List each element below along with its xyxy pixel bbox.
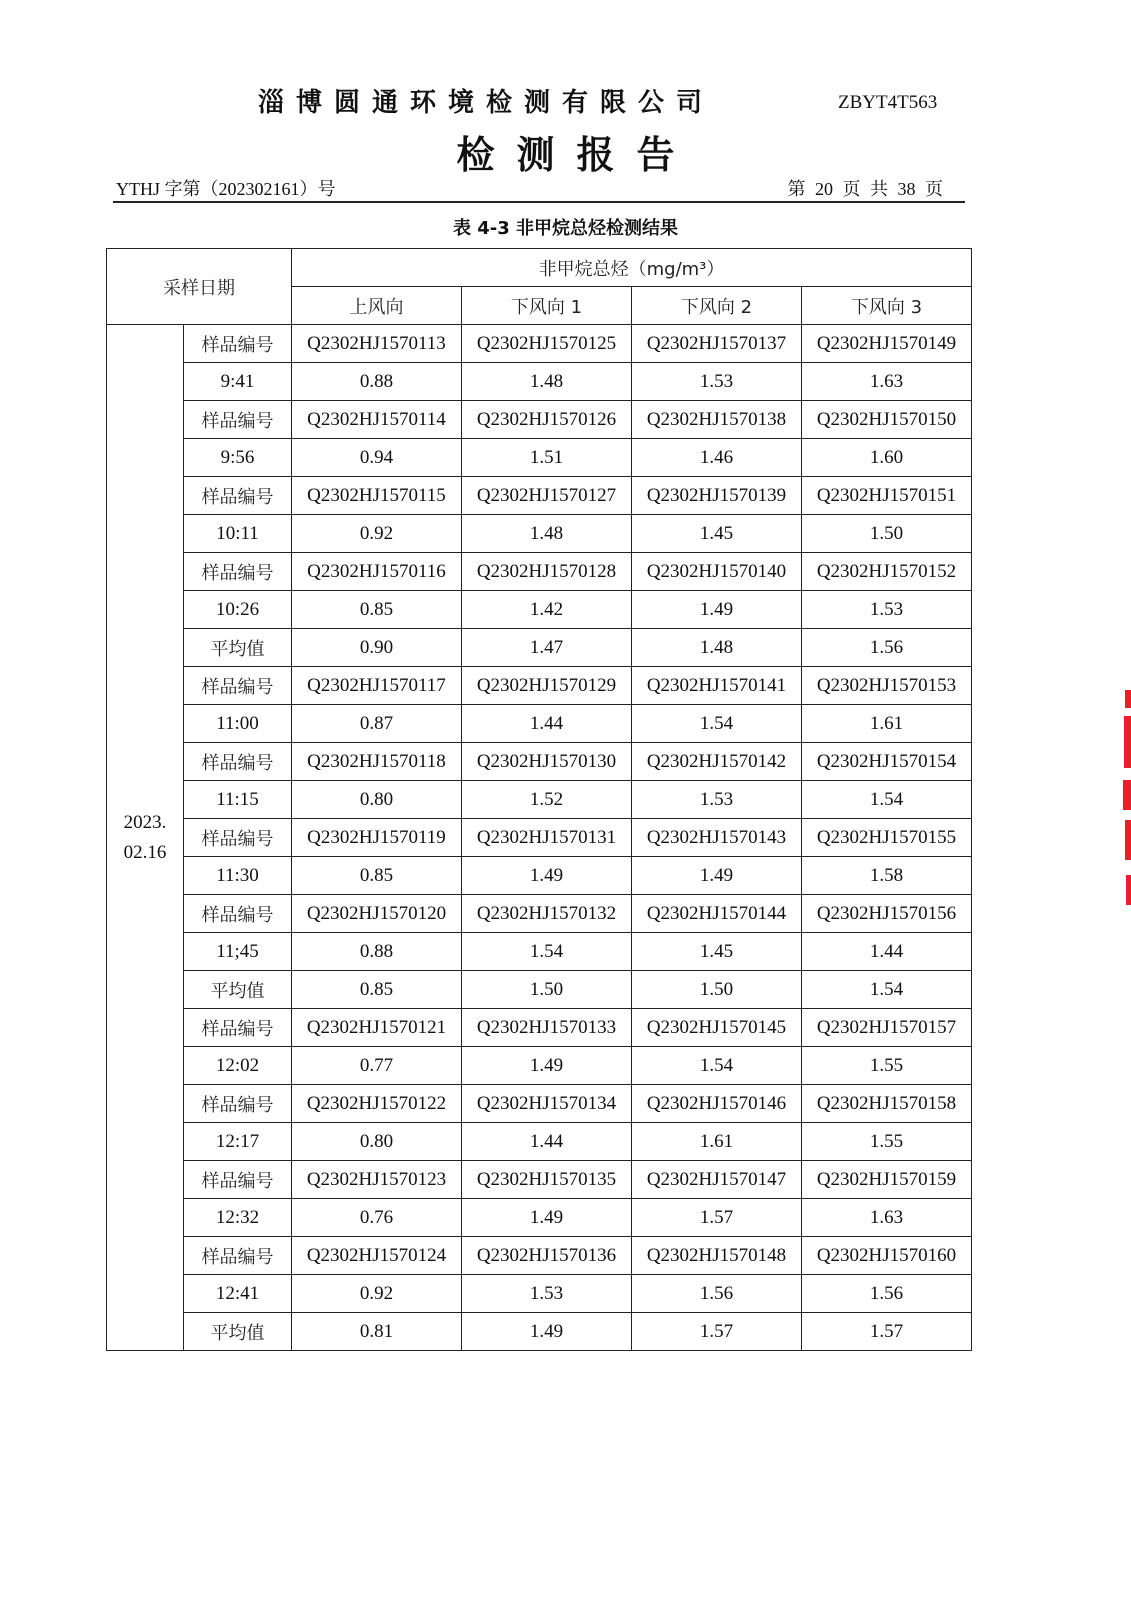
table-cell: Q2302HJ1570155 bbox=[802, 819, 972, 857]
table-row bbox=[107, 1123, 972, 1161]
table-row bbox=[107, 781, 972, 819]
table-cell: 0.77 bbox=[292, 1047, 462, 1085]
table-row bbox=[107, 629, 972, 667]
table-cell: 0.92 bbox=[292, 1275, 462, 1313]
row-label: 样品编号 bbox=[184, 401, 292, 439]
table-cell: 1.61 bbox=[802, 705, 972, 743]
table-cell: 0.80 bbox=[292, 1123, 462, 1161]
row-label: 样品编号 bbox=[184, 477, 292, 515]
row-label: 平均值 bbox=[184, 1313, 292, 1351]
row-label: 样品编号 bbox=[184, 1237, 292, 1275]
table-cell: 1.54 bbox=[802, 781, 972, 819]
table-cell: Q2302HJ1570139 bbox=[632, 477, 802, 515]
table-cell: 1.56 bbox=[632, 1275, 802, 1313]
table-cell: 0.85 bbox=[292, 857, 462, 895]
table-cell: 1.56 bbox=[802, 1275, 972, 1313]
row-label: 样品编号 bbox=[184, 1085, 292, 1123]
table-row bbox=[107, 1237, 972, 1275]
table-cell: 0.88 bbox=[292, 933, 462, 971]
table-cell: Q2302HJ1570160 bbox=[802, 1237, 972, 1275]
row-label: 11:00 bbox=[184, 705, 292, 743]
col-header-downwind-1: 下风向 1 bbox=[462, 287, 632, 325]
row-label: 样品编号 bbox=[184, 1009, 292, 1047]
table-cell: 1.46 bbox=[632, 439, 802, 477]
table-cell: 1.49 bbox=[462, 1047, 632, 1085]
table-cell: 0.76 bbox=[292, 1199, 462, 1237]
table-row bbox=[107, 1275, 972, 1313]
table-cell: 1.50 bbox=[632, 971, 802, 1009]
table-cell: 1.48 bbox=[632, 629, 802, 667]
table-cell: 1.45 bbox=[632, 515, 802, 553]
row-label: 样品编号 bbox=[184, 819, 292, 857]
col-header-date: 采样日期 bbox=[107, 249, 292, 325]
table-cell: 0.85 bbox=[292, 591, 462, 629]
row-label: 样品编号 bbox=[184, 553, 292, 591]
table-row bbox=[107, 1161, 972, 1199]
table-cell: Q2302HJ1570150 bbox=[802, 401, 972, 439]
col-header-group: 非甲烷总烃（mg/m³） bbox=[292, 249, 972, 287]
table-cell: Q2302HJ1570121 bbox=[292, 1009, 462, 1047]
table-cell: Q2302HJ1570133 bbox=[462, 1009, 632, 1047]
table-cell: Q2302HJ1570138 bbox=[632, 401, 802, 439]
table-cell: 1.54 bbox=[632, 705, 802, 743]
table-cell: 1.47 bbox=[462, 629, 632, 667]
table-cell: 1.45 bbox=[632, 933, 802, 971]
table-cell: Q2302HJ1570128 bbox=[462, 553, 632, 591]
table-cell: Q2302HJ1570124 bbox=[292, 1237, 462, 1275]
row-label: 样品编号 bbox=[184, 1161, 292, 1199]
table-cell: Q2302HJ1570158 bbox=[802, 1085, 972, 1123]
seal-stamp-fragment bbox=[1121, 690, 1131, 910]
table-row bbox=[107, 1047, 972, 1085]
table-cell: Q2302HJ1570143 bbox=[632, 819, 802, 857]
page-number: 第 20 页 共 38 页 bbox=[787, 179, 943, 199]
table-row bbox=[107, 895, 972, 933]
table-cell: 0.90 bbox=[292, 629, 462, 667]
table-row bbox=[107, 1199, 972, 1237]
table-row bbox=[107, 743, 972, 781]
table-cell: Q2302HJ1570148 bbox=[632, 1237, 802, 1275]
row-label: 12:17 bbox=[184, 1123, 292, 1161]
table-cell: 1.49 bbox=[632, 591, 802, 629]
table-cell: Q2302HJ1570119 bbox=[292, 819, 462, 857]
col-header-downwind-2: 下风向 2 bbox=[632, 287, 802, 325]
table-cell: Q2302HJ1570115 bbox=[292, 477, 462, 515]
table-cell: Q2302HJ1570156 bbox=[802, 895, 972, 933]
report-title: 检测报告 bbox=[456, 133, 697, 177]
row-label: 9:56 bbox=[184, 439, 292, 477]
table-cell: 1.51 bbox=[462, 439, 632, 477]
table-cell: Q2302HJ1570141 bbox=[632, 667, 802, 705]
table-cell: 1.54 bbox=[462, 933, 632, 971]
table-cell: Q2302HJ1570123 bbox=[292, 1161, 462, 1199]
table-cell: Q2302HJ1570117 bbox=[292, 667, 462, 705]
table-cell: Q2302HJ1570125 bbox=[462, 325, 632, 363]
table-cell: 1.49 bbox=[462, 1313, 632, 1351]
table-cell: 1.60 bbox=[802, 439, 972, 477]
table-cell: 1.48 bbox=[462, 515, 632, 553]
row-label: 12:32 bbox=[184, 1199, 292, 1237]
table-cell: Q2302HJ1570127 bbox=[462, 477, 632, 515]
table-row bbox=[107, 553, 972, 591]
table-cell: 1.44 bbox=[462, 705, 632, 743]
table-row bbox=[107, 325, 972, 363]
row-label: 11:30 bbox=[184, 857, 292, 895]
table-cell: 1.61 bbox=[632, 1123, 802, 1161]
row-label: 11;45 bbox=[184, 933, 292, 971]
table-cell: Q2302HJ1570159 bbox=[802, 1161, 972, 1199]
table-cell: 1.49 bbox=[632, 857, 802, 895]
col-header-upwind: 上风向 bbox=[292, 287, 462, 325]
table-row bbox=[107, 857, 972, 895]
table-row bbox=[107, 363, 972, 401]
row-label: 9:41 bbox=[184, 363, 292, 401]
table-cell: Q2302HJ1570134 bbox=[462, 1085, 632, 1123]
sampling-date-cell: 2023. 02.16 bbox=[107, 325, 184, 1351]
table-row bbox=[107, 933, 972, 971]
row-label: 样品编号 bbox=[184, 895, 292, 933]
table-row bbox=[107, 819, 972, 857]
table-cell: Q2302HJ1570142 bbox=[632, 743, 802, 781]
table-caption: 表 4-3 非甲烷总烃检测结果 bbox=[452, 218, 679, 239]
row-label: 10:26 bbox=[184, 591, 292, 629]
table-cell: Q2302HJ1570137 bbox=[632, 325, 802, 363]
table-cell: 1.57 bbox=[802, 1313, 972, 1351]
table-cell: Q2302HJ1570122 bbox=[292, 1085, 462, 1123]
table-header-row bbox=[107, 249, 972, 287]
row-label: 样品编号 bbox=[184, 743, 292, 781]
table-cell: 0.87 bbox=[292, 705, 462, 743]
table-cell: 1.53 bbox=[462, 1275, 632, 1313]
table-cell: 1.53 bbox=[632, 363, 802, 401]
table-cell: 1.63 bbox=[802, 1199, 972, 1237]
table-cell: 1.53 bbox=[802, 591, 972, 629]
table-cell: 0.94 bbox=[292, 439, 462, 477]
table-row bbox=[107, 439, 972, 477]
table-cell: Q2302HJ1570147 bbox=[632, 1161, 802, 1199]
row-label: 11:15 bbox=[184, 781, 292, 819]
table-cell: Q2302HJ1570157 bbox=[802, 1009, 972, 1047]
table-row bbox=[107, 515, 972, 553]
table-row bbox=[107, 1085, 972, 1123]
table-cell: 1.53 bbox=[632, 781, 802, 819]
table-cell: Q2302HJ1570113 bbox=[292, 325, 462, 363]
col-header-downwind-3: 下风向 3 bbox=[802, 287, 972, 325]
table-cell: 1.42 bbox=[462, 591, 632, 629]
table-cell: 0.92 bbox=[292, 515, 462, 553]
table-row bbox=[107, 1313, 972, 1351]
table-cell: Q2302HJ1570146 bbox=[632, 1085, 802, 1123]
table-cell: Q2302HJ1570154 bbox=[802, 743, 972, 781]
table-row bbox=[107, 971, 972, 1009]
table-cell: 0.85 bbox=[292, 971, 462, 1009]
company-name: 淄博圆通环境检测有限公司 bbox=[258, 88, 715, 118]
row-label: 12:41 bbox=[184, 1275, 292, 1313]
table-cell: Q2302HJ1570132 bbox=[462, 895, 632, 933]
row-label: 样品编号 bbox=[184, 667, 292, 705]
row-label: 样品编号 bbox=[184, 325, 292, 363]
table-cell: 1.57 bbox=[632, 1313, 802, 1351]
table-cell: Q2302HJ1570140 bbox=[632, 553, 802, 591]
table-cell: 1.50 bbox=[802, 515, 972, 553]
table-cell: 1.50 bbox=[462, 971, 632, 1009]
table-cell: Q2302HJ1570130 bbox=[462, 743, 632, 781]
table-cell: Q2302HJ1570136 bbox=[462, 1237, 632, 1275]
table-cell: 1.44 bbox=[462, 1123, 632, 1161]
table-cell: 1.52 bbox=[462, 781, 632, 819]
table-cell: Q2302HJ1570153 bbox=[802, 667, 972, 705]
table-cell: 1.49 bbox=[462, 857, 632, 895]
table-cell: 0.80 bbox=[292, 781, 462, 819]
table-row bbox=[107, 591, 972, 629]
table-cell: 1.48 bbox=[462, 363, 632, 401]
row-label: 平均值 bbox=[184, 629, 292, 667]
table-cell: 1.54 bbox=[632, 1047, 802, 1085]
table-cell: 1.54 bbox=[802, 971, 972, 1009]
report-code: ZBYT4T563 bbox=[838, 92, 938, 113]
table-cell: Q2302HJ1570118 bbox=[292, 743, 462, 781]
table-cell: 1.63 bbox=[802, 363, 972, 401]
row-label: 10:11 bbox=[184, 515, 292, 553]
table-cell: 1.55 bbox=[802, 1123, 972, 1161]
table-cell: Q2302HJ1570135 bbox=[462, 1161, 632, 1199]
table-row bbox=[107, 667, 972, 705]
table-cell: Q2302HJ1570131 bbox=[462, 819, 632, 857]
row-label: 12:02 bbox=[184, 1047, 292, 1085]
table-cell: Q2302HJ1570144 bbox=[632, 895, 802, 933]
table-cell: Q2302HJ1570126 bbox=[462, 401, 632, 439]
table-cell: Q2302HJ1570120 bbox=[292, 895, 462, 933]
table-row bbox=[107, 401, 972, 439]
table-cell: 1.49 bbox=[462, 1199, 632, 1237]
table-row bbox=[107, 1009, 972, 1047]
document-number: YTHJ 字第（202302161）号 bbox=[116, 179, 336, 199]
table-cell: 1.55 bbox=[802, 1047, 972, 1085]
table-cell: Q2302HJ1570114 bbox=[292, 401, 462, 439]
table-cell: 1.57 bbox=[632, 1199, 802, 1237]
table-cell: 0.81 bbox=[292, 1313, 462, 1351]
table-cell: Q2302HJ1570145 bbox=[632, 1009, 802, 1047]
table-cell: 1.58 bbox=[802, 857, 972, 895]
table-cell: Q2302HJ1570149 bbox=[802, 325, 972, 363]
table-cell: 1.44 bbox=[802, 933, 972, 971]
row-label: 平均值 bbox=[184, 971, 292, 1009]
header-divider bbox=[113, 201, 965, 203]
table-cell: Q2302HJ1570116 bbox=[292, 553, 462, 591]
table-cell: Q2302HJ1570129 bbox=[462, 667, 632, 705]
table-cell: 0.88 bbox=[292, 363, 462, 401]
results-table bbox=[106, 248, 972, 1351]
table-row bbox=[107, 477, 972, 515]
table-cell: Q2302HJ1570152 bbox=[802, 553, 972, 591]
table-row bbox=[107, 705, 972, 743]
table-cell: Q2302HJ1570151 bbox=[802, 477, 972, 515]
table-cell: 1.56 bbox=[802, 629, 972, 667]
